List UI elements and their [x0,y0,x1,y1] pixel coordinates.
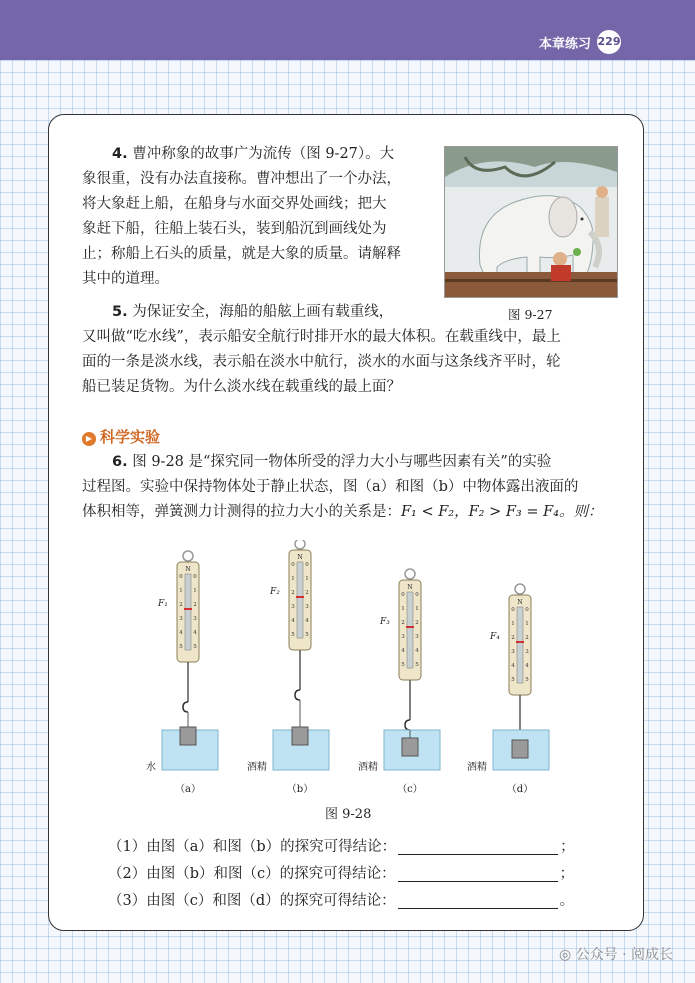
problem-4-text-1: 曹冲称象的故事广为流传（图 9-27）。大 [132,146,395,162]
tick-left-0-4: 4 [179,630,183,636]
problem-4-line-2: 象很重，没有办法直接称。曹冲想出了一个办法， [82,171,401,187]
scale-unit-3: N [517,599,523,606]
tick-left-0-0: 0 [179,574,183,580]
scale-pointer-1 [296,596,304,598]
problem-4-number: 4. [112,146,128,162]
buoyancy-experiment-diagram [140,540,560,810]
tick-right-3-1: 1 [525,621,529,627]
tick-right-3-5: 5 [525,677,529,683]
scale-slot-1 [297,562,303,638]
tick-right-2-0: 0 [415,592,419,598]
question-2-end: ； [559,866,575,882]
tick-right-2-2: 2 [415,620,419,626]
scale-unit-2: N [407,584,413,591]
tick-left-0-2: 2 [179,602,183,608]
problem-6-number: 6. [112,454,128,470]
problem-6-text-3: 体积相等，弹簧测力计测得的拉力大小的关系是： [82,504,401,520]
tick-left-1-0: 0 [291,562,295,568]
tick-left-1-1: 1 [291,576,295,582]
tick-left-2-5: 5 [401,662,405,668]
wechat-watermark [559,944,673,964]
watermark-text: 公众号 · 阅成长 [575,947,673,963]
tick-left-3-2: 2 [511,635,515,641]
problem-4-line-6: 其中的道理。 [82,271,169,287]
panel-tag-3: （d） [506,784,534,795]
tick-right-0-3: 3 [193,616,197,622]
scale-ring-3 [515,584,525,594]
tick-right-0-0: 0 [193,574,197,580]
tick-left-3-1: 1 [511,621,515,627]
question-3 [108,891,574,911]
tick-right-3-3: 3 [525,649,529,655]
question-2-text: （2）由图（b）和图（c）的探究可得结论： [108,866,396,882]
elephant-picture [445,147,617,297]
tick-right-1-5: 5 [305,632,309,638]
scale-unit-1: N [297,554,303,561]
scale-pointer-3 [516,641,524,643]
question-1-end: ； [560,839,575,855]
tick-left-1-3: 3 [291,604,295,610]
tick-right-2-3: 3 [415,634,419,640]
tick-left-3-4: 4 [511,663,515,669]
scale-hook-0 [183,702,188,712]
scale-ring-1 [295,540,305,549]
figure-9-28-caption: 图 9-28 [325,807,372,822]
elephant-illustration [444,146,618,298]
force-relation: F₁ < F₂，F₂ > F₃ = F₄。则： [401,504,603,520]
liquid-label-1: 酒精 [247,762,267,773]
tick-right-3-4: 4 [525,663,529,669]
chapter-label: 本章练习 [538,37,591,52]
problem-6-line-1 [112,450,551,475]
answer-blank-3[interactable] [398,894,558,909]
panel-tag-1: （b） [286,784,314,795]
answer-blank-1[interactable] [398,840,558,855]
figure-9-27-caption: 图 9-27 [508,307,553,322]
scale-ring-0 [183,551,193,561]
panel-tag-2: （c） [397,784,423,795]
question-1 [108,837,575,857]
tick-left-3-5: 5 [511,677,515,683]
problem-5-line-2: 又叫做“吃水线”，表示船安全航行时排开水的最大体积。在载重线中，最上 [82,329,561,345]
tick-left-0-3: 3 [179,616,183,622]
tick-right-1-1: 1 [305,576,309,582]
problem-6-text-1: 图 9-28 是“探究同一物体所受的浮力大小与哪些因素有关”的实验 [132,454,552,470]
problem-6-line-3 [82,500,602,525]
tick-right-0-4: 4 [193,630,197,636]
page-number-badge: 229 [597,30,621,54]
tick-left-3-0: 0 [511,607,515,613]
problem-6-line-2: 过程图。实验中保持物体处于静止状态，图（a）和图（b）中物体露出液面的 [82,479,579,495]
question-3-text: （3）由图（c）和图（d）的探究可得结论： [108,893,396,909]
scale-unit-0: N [185,566,191,573]
force-label-3: F₄ [490,632,500,642]
problem-4-line-3: 将大象赶上船，在船身与水面交界处画线；把大 [82,196,387,212]
scale-slot-0 [185,574,191,650]
tick-left-1-5: 5 [291,632,295,638]
tick-right-3-2: 2 [525,635,529,641]
problem-5-number: 5. [112,304,128,320]
problem-5-line-3: 面的一条是淡水线，表示船在淡水中航行，淡水的水面与这条线齐平时，轮 [82,354,561,370]
scale-slot-3 [517,607,523,683]
tick-right-3-0: 0 [525,607,529,613]
liquid-label-2: 酒精 [358,762,378,773]
tick-right-2-4: 4 [415,648,419,654]
metal-block-1 [292,727,308,745]
answer-blank-2[interactable] [398,867,558,882]
tick-right-2-5: 5 [415,662,419,668]
tick-right-0-5: 5 [193,644,197,650]
tick-left-2-2: 2 [401,620,405,626]
metal-block-2 [402,738,418,756]
metal-block-0 [180,727,196,745]
liquid-label-3: 酒精 [467,762,487,773]
tick-left-0-5: 5 [179,644,183,650]
tick-left-0-1: 1 [179,588,183,594]
tick-right-0-1: 1 [193,588,197,594]
tick-right-2-1: 1 [415,606,419,612]
panel-tag-0: （a） [175,784,201,795]
metal-block-3 [512,740,528,758]
question-1-text: （1）由图（a）和图（b）的探究可得结论： [108,839,397,855]
wechat-icon: ◎ [558,947,576,963]
scale-ring-2 [405,569,415,579]
scale-pointer-0 [184,608,192,610]
tick-left-3-3: 3 [511,649,515,655]
tick-left-2-1: 1 [401,606,405,612]
tick-left-2-3: 3 [401,634,405,640]
section-title: 科学实验 [100,428,161,446]
tick-right-1-4: 4 [305,618,309,624]
scale-pointer-2 [406,626,414,628]
tick-left-1-4: 4 [291,618,295,624]
force-label-0: F₁ [158,599,168,609]
problem-4-line-5: 止；称船上石头的质量，就是大象的质量。请解释 [82,246,401,262]
force-label-1: F₂ [270,587,280,597]
problem-5-line-4: 船已装足货物。为什么淡水线在载重线的最上面？ [82,379,401,395]
problem-5-text-1: 为保证安全，海船的船舷上画有载重线， [132,304,394,320]
scale-hook-2 [405,720,410,730]
tick-left-1-2: 2 [291,590,295,596]
tick-right-0-2: 2 [193,602,197,608]
tick-right-1-3: 3 [305,604,309,610]
tick-right-1-2: 2 [305,590,309,596]
force-label-2: F₃ [380,617,390,627]
problem-5-line-1 [112,300,393,325]
problem-4-line-4: 象赶下船，往船上装石头，装到船沉到画线处为 [82,221,387,237]
problem-4-line-1 [112,142,394,167]
tick-left-2-0: 0 [401,592,405,598]
tick-left-2-4: 4 [401,648,405,654]
section-heading [82,426,160,447]
play-triangle-icon: ▶ [82,432,96,446]
question-2 [108,864,574,884]
scale-hook-1 [295,690,300,700]
liquid-label-0: 水 [146,762,156,773]
scale-slot-2 [407,592,413,668]
tick-right-1-0: 0 [305,562,309,568]
question-3-end: 。 [559,893,575,909]
